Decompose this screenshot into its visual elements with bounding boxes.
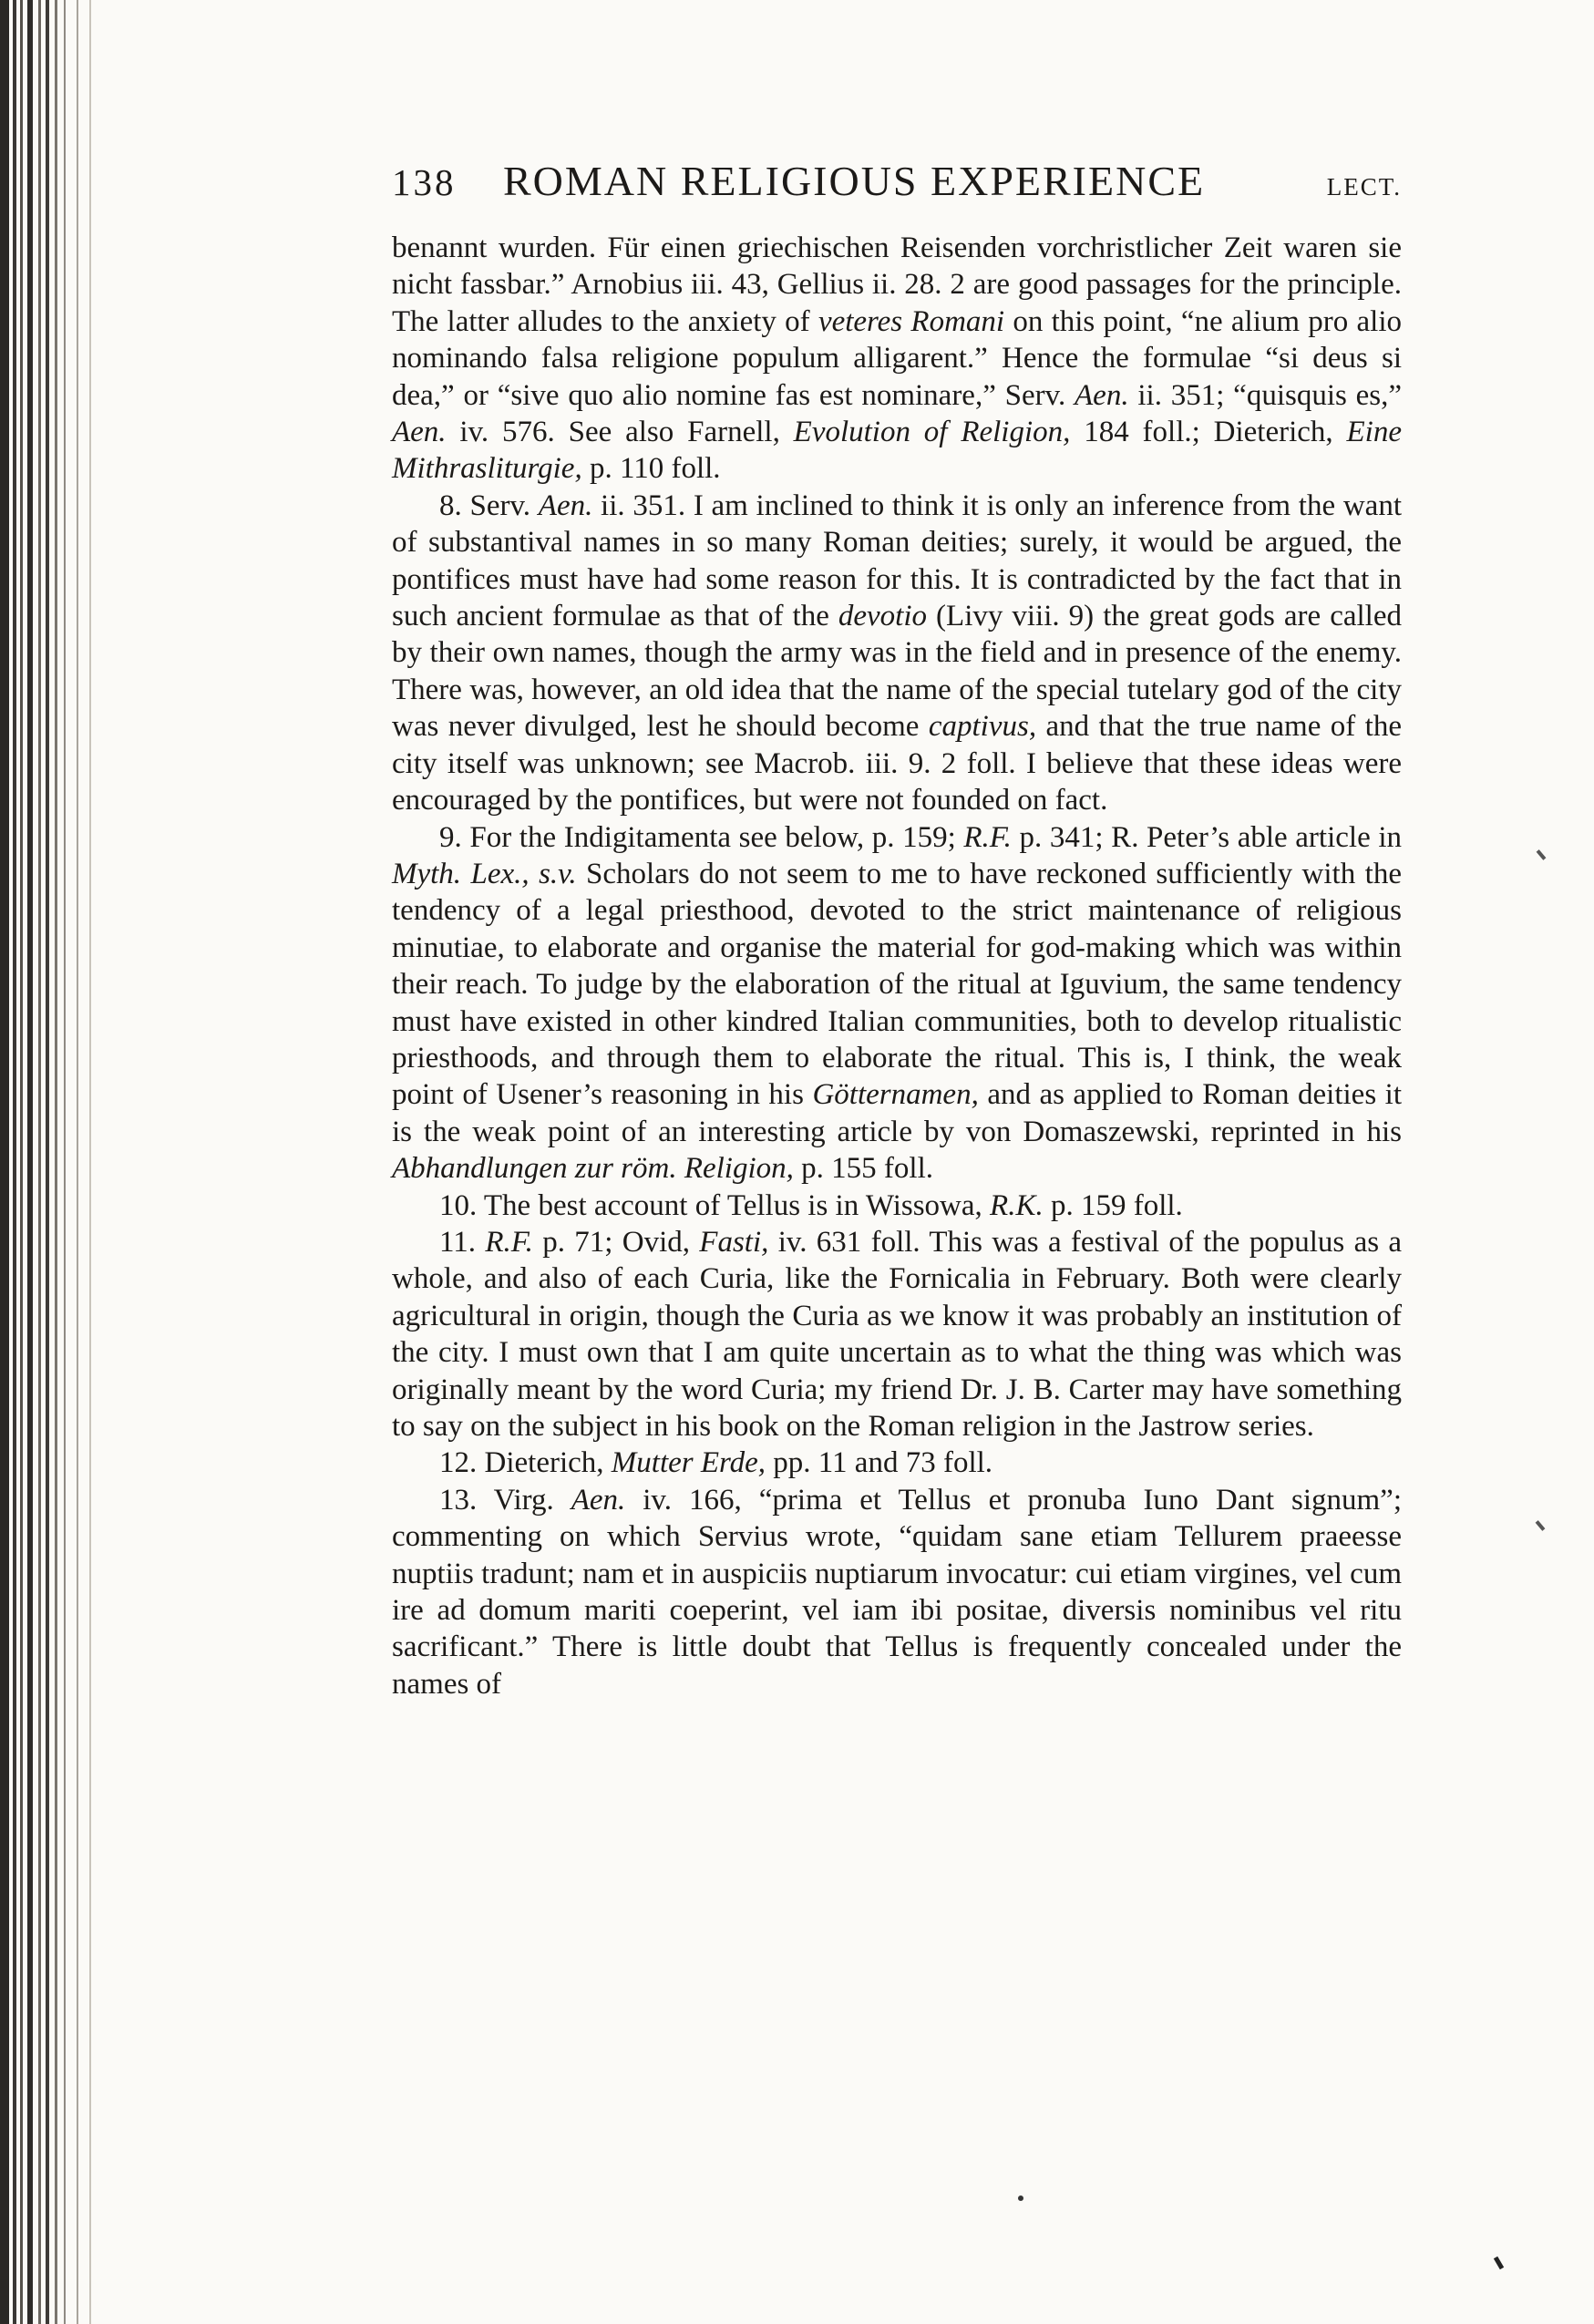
italic-run: Aen. [538, 488, 593, 522]
italic-run: captivus, [928, 710, 1037, 744]
text-run: 12. Dieterich, [439, 1446, 612, 1480]
margin-mark [1494, 2257, 1504, 2270]
text-run: p. 159 foll. [1043, 1188, 1183, 1222]
italic-run: devotio [838, 600, 928, 633]
text-run: 11. [439, 1225, 486, 1259]
note-11 [392, 1224, 1402, 1445]
text-run: p. 71; Ovid, [532, 1225, 700, 1259]
italic-run: veteres Romani [818, 304, 1005, 338]
note-paragraph [392, 230, 1402, 488]
running-header [392, 153, 1402, 213]
page-content [392, 153, 1402, 1702]
italic-run: R.F. [963, 820, 1012, 854]
note-9 [392, 819, 1402, 1188]
note-13 [392, 1482, 1402, 1702]
margin-mark [1537, 849, 1547, 860]
note-12 [392, 1445, 1402, 1481]
italic-run: Eine Mithrasliturgie, [392, 416, 1402, 486]
text-run: ii. 351. I am inclined to think it is only an inference from the want of substantival names in so many Roman deities; surely, it would be argued, the pontifices must have had some reason for this. It is contradicted by the fact that in such ancient formulae as that of the [392, 488, 1402, 633]
text-run: iv. 166, “prima et Tellus et pronuba Iuno Dant signum”; commenting on which Servius wrote, “quidam sane etiam Tellurem praeesse nuptiis tradunt; nam et in auspiciis nuptiarum invocatur: cui etiam virgines, vel cum ire ad domum mariti coeperint, vel iam ibi positae, diversis nominibus vel ritu sacrificant.” There is little doubt that Tellus is frequently concealed under the names of [392, 1483, 1402, 1701]
text-run: iv. 631 foll. This was a festival of the populus as a whole, and also of each Curia, like the Fornicalia in February. Both were clearly agricultural in origin, though the Curia as we know it was probably an institution of the city. I must own that I am quite uncertain as to what the thing was which was originally meant by the word Curia; my friend Dr. J. B. Carter may have something to say on the subject in his book on the Roman religion in the Jastrow series. [392, 1225, 1403, 1443]
text-run: p. 155 foll. [793, 1152, 933, 1186]
text-run: (Livy viii. 9) the great gods are called by their own names, though the army was in the field and in presence of the enemy. There was, however, an old idea that the name of the special tutelary god of the city was never divulged, lest he should become [392, 600, 1402, 744]
italic-run: Götternamen, [812, 1078, 979, 1112]
note-10 [392, 1188, 1402, 1224]
italic-run: Abhandlungen zur röm. Religion, [392, 1152, 794, 1186]
text-run: p. 341; R. Peter’s able article in [1011, 820, 1402, 854]
italic-run: Aen. [571, 1483, 626, 1517]
section-label: LECT. [1326, 173, 1402, 201]
text-run: 9. For the Indigitamenta see below, p. 159; [439, 820, 964, 854]
margin-mark [1018, 2195, 1023, 2201]
italic-run: Mutter Erde, [611, 1446, 766, 1480]
italic-run: R.K. [990, 1188, 1044, 1222]
running-title: ROMAN RELIGIOUS EXPERIENCE [503, 158, 1206, 204]
margin-mark [1536, 1520, 1546, 1531]
text-run: and as applied to Roman deities it is the weak point of an interesting article by von Domaszewski, reprinted in his [392, 1078, 1402, 1148]
text-run: and that the true name of the city itself was unknown; see Macrob. iii. 9. 2 foll. I believe that these ideas were encouraged by the pontifices, but were not founded on fact. [392, 710, 1402, 818]
page-number: 138 [392, 161, 457, 203]
italic-run: R.F. [485, 1225, 533, 1259]
italic-run: Evolution of Religion, [793, 416, 1071, 449]
italic-run: Myth. Lex., s.v. [392, 857, 577, 890]
text-run: 8. Serv. [439, 488, 539, 522]
notes-body [392, 230, 1402, 1702]
italic-run: Aen. [1075, 378, 1129, 412]
italic-run: Fasti, [699, 1225, 769, 1259]
text-run: on this point, “ne alium pro alio nominando falsa religione populum alligarent.” Hence the formulae “si deus si dea,” or “sive quo alio nomine fas est nominare,” Serv. [392, 304, 1403, 412]
text-run: 10. The best account of Tellus is in Wissowa, [439, 1188, 991, 1222]
binding-gutter [0, 0, 96, 2324]
text-run: benannt wurden. Für einen griechischen Reisenden vorchristlicher Zeit waren sie nicht fassbar.” Arnobius iii. 43, Gellius ii. 28. 2 are good passages for the principle. The latter alludes to the anxiety of [392, 231, 1402, 338]
note-8 [392, 488, 1402, 819]
text-run: p. 110 foll. [581, 452, 721, 486]
italic-run: Aen. [392, 416, 447, 449]
text-run: 13. Virg. [439, 1483, 571, 1517]
text-run: pp. 11 and 73 foll. [766, 1446, 993, 1480]
text-run: iv. 576. See also Farnell, [446, 416, 794, 449]
text-run: ii. 351; “quisquis es,” [1128, 378, 1403, 412]
text-run: 184 foll.; Dieterich, [1070, 416, 1347, 449]
text-run: Scholars do not seem to me to have reckoned sufficiently with the tendency of a legal priesthood, devoted to the strict maintenance of religious minutiae, to elaborate and organise the material for god-making which was within their reach. To judge by the elaboration of the ritual at Iguvium, the same tendency must have existed in other kindred Italian communities, both to develop ritualistic priesthoods, and through them to elaborate the ritual. This is, I think, the weak point of Usener’s reasoning in his [392, 857, 1402, 1112]
